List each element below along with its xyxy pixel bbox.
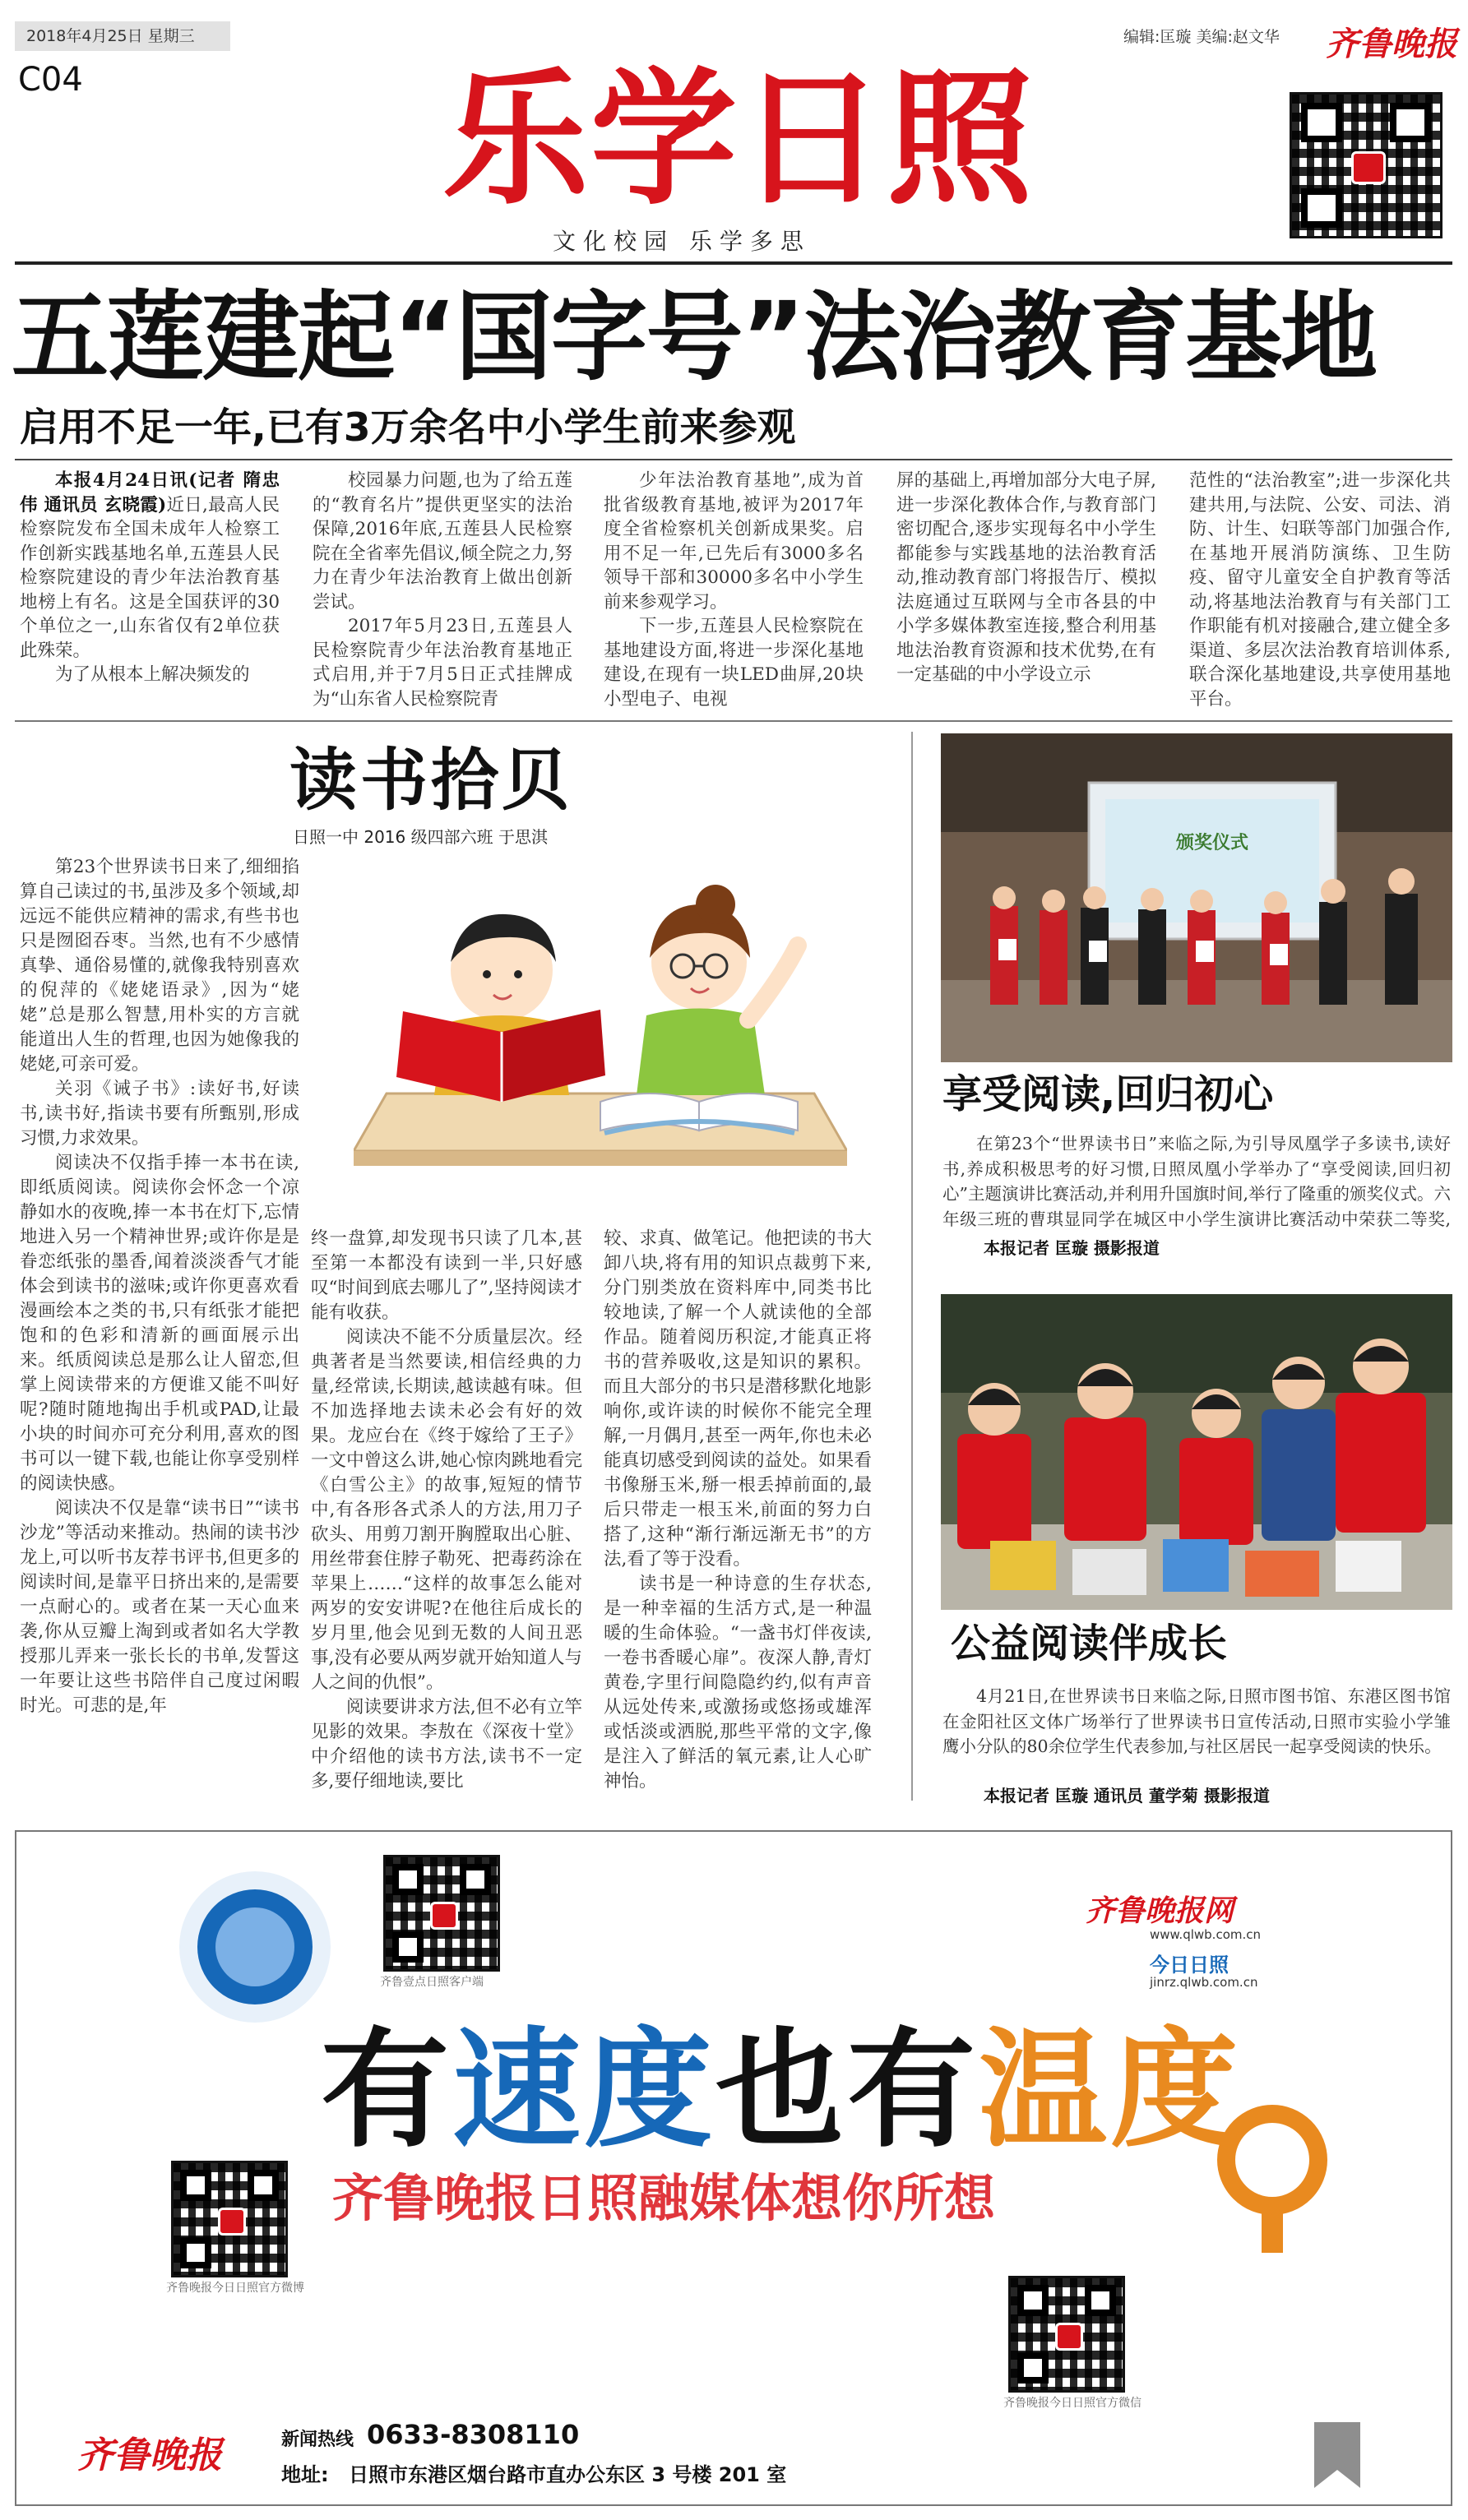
essay-col2-p3: 阅读要讲求方法,但不必有立竿见影的效果。李敖在《深夜十堂》中介绍他的读书方法,读书不一定多,要仔细地读,要比	[311, 1697, 582, 1792]
header-logo: 齐鲁晚报	[1326, 25, 1457, 63]
masthead-title: 乐学日照	[442, 54, 1035, 224]
essay-col2-p2: 阅读决不能不分质量层次。经典著者是当然要读,相信经典的力量,经常读,长期读,越读越有味。但不加选择地去读未必会有好的效果。龙应台在《终于嫁给了王子》一文中曾这么讲,她心惊肉跳地看完《白雪公主》的故事,短短的情节中,有各形各式杀人的方法,用刀子砍头、用剪刀割开胸膛取出心脏、用丝带套住脖子勒死、把毒药涂在苹果上……“这样的故事怎么能对两岁的安安讲呢?在他往后成长的岁月里,他会见到无数的人间丑恶事,没有必要从两岁就开始知道人与人之间的仇恨”。	[311, 1327, 582, 1693]
essay-col3-p2: 读书是一种诗意的生存状态,是一种幸福的生活方式,是一种温暖的生命体验。“一盏书灯伴夜读,一卷书香暖心扉”。夜深人静,青灯黄卷,字里行间隐隐约约,似有声音从远处传来,或激扬或悠扬或雄浑或恬淡或洒脱,那些平常的文字,像是注入了鲜活的氧元素,让人心旷神怡。	[604, 1574, 872, 1792]
essay-col2-p1: 终一盘算,却发现书只读了几本,甚至第一本都没有读到一半,只好感叹“时间到底去哪儿了”,坚持阅读才能有收获。	[311, 1228, 582, 1323]
slogan-part-2: 速度	[452, 2015, 715, 2165]
lead-column-5	[1189, 469, 1451, 715]
essay-column-2	[311, 1227, 582, 1802]
lead-col3a-text: 少年法治教育基地”,成为首批省级教育基地,被评为2017年度全省检察机关创新成果奖。启用不足一年,已先后有3000多名领导干部和30000多名中小学生前来参观学习。	[604, 470, 864, 613]
lead-bottom-divider	[15, 720, 1452, 722]
ad-logo: 齐鲁晚报网	[1086, 1893, 1234, 1928]
lead-column-3	[604, 469, 864, 715]
lead-col1-text: 近日,最高人民检察院发布全国未成年人检察工作创新实践基地名单,五莲县人民检察院建设的青少年法治教育基地榜上有名。这是全国获评的30个单位之一,山东省仅有2单位获此殊荣。	[20, 494, 280, 661]
story2-credit: 本报记者 匡璇 摄影报道	[984, 1238, 1160, 1258]
ad-site2: jinrz.qlwb.com.cn	[1150, 1975, 1258, 1990]
screen-title: 颁奖仪式	[1175, 833, 1249, 853]
wechat-qr-caption: 齐鲁晚报今日日照官方微信	[1003, 2397, 1142, 2410]
story3-text: 4月21日,在世界读书日来临之际,日照市图书馆、东港区图书馆在金阳社区文体广场举行了世界读书日宣传活动,日照市实验小学雏鹰小分队的80余位学生代表参加,与社区居民一起享受阅读的快乐。	[942, 1686, 1451, 1756]
story3-credit: 本报记者 匡璇 通讯员 董学菊 摄影报道	[984, 1786, 1270, 1806]
story3-body	[942, 1684, 1451, 1779]
lead-col3b-text: 下一步,五莲县人民检察院在基地建设方面,将进一步深化基地建设,在现有一块LED曲屏,20块小型电子、电视	[604, 616, 864, 710]
header-qr-code[interactable]	[1290, 92, 1443, 238]
footer-logo: 齐鲁晚报	[77, 2434, 222, 2476]
slogan-part-1: 有	[321, 2015, 452, 2165]
ad-slogan	[321, 2016, 1242, 2164]
ad-subslogan: 齐鲁晚报日照融媒体想你所想	[332, 2168, 996, 2228]
wechat-qr-code[interactable]	[1008, 2276, 1125, 2393]
essay-column-1	[20, 855, 299, 1802]
essay-author: 日照一中 2016 级四部六班 于思淇	[293, 827, 548, 847]
reading-illustration	[354, 855, 847, 1209]
address-label: 地址:	[281, 2463, 329, 2486]
hotline-label: 新闻热线	[281, 2430, 354, 2450]
lead-subheadline: 启用不足一年,已有3万余名中小学生前来参观	[20, 405, 796, 451]
header-divider	[15, 261, 1452, 265]
app-qr-caption: 齐鲁壹点日照客户端	[380, 1976, 484, 1989]
lead-col2a-text: 校园暴力问题,也为了给五莲的“教育名片”提供更坚实的法治保障,2016年底,五莲县人民检察院在全省率先倡议,倾全院之力,努力在青少年法治教育上做出创新尝试。	[313, 470, 572, 613]
editor-credit: 编辑:匡璇 美编:赵文华	[1123, 28, 1280, 46]
essay-col1-p2: 关羽《诫子书》:读好书,好读书,读书好,指读书要有所甄别,形成习惯,力求效果。	[20, 1079, 299, 1149]
app-qr-code[interactable]	[383, 1855, 500, 1972]
essay-title: 读书拾贝	[289, 742, 573, 820]
slogan-part-3: 也有	[715, 2015, 979, 2165]
lead-column-2	[313, 469, 572, 715]
ad-logo2: 今日日照	[1150, 1954, 1229, 1977]
public-reading-photo	[941, 1294, 1452, 1610]
lead-column-1	[20, 469, 280, 715]
page-number: C04	[18, 61, 83, 99]
address-text: 日照市东港区烟台路市直办公东区 3 号楼 201 室	[349, 2463, 787, 2486]
essay-divider	[911, 732, 913, 1801]
essay-column-3	[604, 1227, 872, 1802]
essay-col1-p4: 阅读决不仅是靠“读书日”“读书沙龙”等活动来推动。热闹的读书沙龙上,可以听书友荐书评书,但更多的阅读时间,是靠平日挤出来的,是需要一点耐心的。或者在某一天心血来袭,你从豆瓣上淘到或者如名大学教授那儿弄来一张长长的书单,发誓这一年要让这些书陪伴自己度过闲暇时光。可悲的是,年	[20, 1498, 299, 1716]
ad-site1: www.qlwb.com.cn	[1150, 1927, 1261, 1942]
lead-col4-text: 屏的基础上,再增加部分大电子屏,进一步深化教体合作,与教育部门密切配合,逐步实现每名中小学生都能参与实践基地的法治教育活动,推动教育部门将报告厅、模拟法庭通过互联网与全市各县的中小学多媒体教室连接,整合利用基地法治教育资源和技术优势,在有一定基础的中小学设立示	[896, 470, 1156, 685]
weibo-qr-caption: 齐鲁晚报今日日照官方微博	[166, 2282, 304, 2295]
slogan-part-4: 温度	[979, 2015, 1242, 2165]
lead-col5-text: 范性的“法治教室”;进一步深化共建共用,与法院、公安、司法、消防、计生、妇联等部门加强合作,在基地开展消防演练、卫生防疫、留守儿童安全自护教育等活动,将基地法治教育与有关部门工作职能有机对接融合,建立健全多渠道、多层次法治教育培训体系,联合深化基地建设,共享使用基地平台。	[1189, 470, 1451, 710]
story2-text: 在第23个“世界读书日”来临之际,为引导凤凰学子多读书,读好书,养成积极思考的好习惯,日照凤凰小学举办了“享受阅读,回归初心”主题演讲比赛活动,并利用升国旗时间,举行了隆重的颁奖仪式。六年级三班的曹琪显同学在城区中小学生演讲比赛活动中荣获二等奖,	[942, 1134, 1451, 1229]
lead-headline: 五莲建起“国字号”法治教育基地	[12, 280, 1377, 394]
story2-body	[942, 1131, 1451, 1233]
essay-col3-p1: 较、求真、做笔记。他把读的书大卸八块,将有用的知识点裁剪下来,分门别类放在资料库中,同类书比较地读,了解一个人就读他的全部作品。随着阅历积淀,才能真正将书的营养吸收,这是知识的累积。而且大部分的书只是潜移默化地影响你,或许读的时候你不能完全理解,一月偶月,甚至一两年,你也未必能真切感受到阅读的益处。如果看书像掰玉米,掰一根丢掉前面的,最后只带走一根玉米,前面的努力白搭了,这种“渐行渐远渐无书”的方法,看了等于没看。	[604, 1228, 872, 1570]
lead-byline: 本报4月24日讯(记者 隋忠伟 通讯员 玄晓霞)	[20, 470, 280, 516]
weibo-qr-code[interactable]	[171, 2161, 288, 2277]
bookmark-icon	[1314, 2422, 1360, 2488]
award-ceremony-photo	[941, 733, 1452, 1062]
story3-title: 公益阅读伴成长	[951, 1621, 1228, 1667]
lead-column-4	[896, 469, 1156, 715]
essay-col1-p1: 第23个世界读书日来了,细细掐算自己读过的书,虽涉及多个领域,却远远不能供应精神的需求,有些书也只是囫囵吞枣。当然,也有不少感情真挚、通俗易懂的,就像我特别喜欢的倪萍的《姥姥语录》,因为“姥姥”总是那么智慧,用朴实的方言就能道出人生的哲理,也因为她像我的姥姥,可亲可爱。	[20, 857, 299, 1075]
lead-subhead-divider	[15, 459, 1452, 460]
hotline-number[interactable]: 0633-8308110	[367, 2419, 580, 2450]
lead-col1b-text: 为了从根本上解决频发的	[55, 664, 250, 685]
masthead-tagline: 文化校园 乐学多思	[553, 228, 811, 255]
essay-col1-p3: 阅读决不仅指手捧一本书在读,即纸质阅读。阅读你会怀念一个凉静如水的夜晚,捧一本书在灯下,忘情地进入另一个精神世界;或许你是是眷恋纸张的墨香,闻着淡淡香气才能体会到读书的滋味;或许你更喜欢看漫画绘本之类的书,只有纸张才能把饱和的色彩和清新的画面展示出来。纸质阅读总是那么让人留恋,但掌上阅读带来的方便谁又能不叫好呢?随时随地掏出手机或PAD,让最小块的时间亦可充分利用,喜欢的图书可以一键下载,也能让你享受别样的阅读快感。	[20, 1153, 299, 1494]
date-label: 2018年4月25日 星期三	[15, 21, 230, 51]
lead-col2b-text: 2017年5月23日,五莲县人民检察院青少年法治教育基地正式启用,并于7月5日正式挂牌成为“山东省人民检察院青	[313, 616, 572, 710]
story2-title: 享受阅读,回归初心	[942, 1071, 1274, 1117]
blue-ring-decoration	[173, 1865, 337, 2029]
